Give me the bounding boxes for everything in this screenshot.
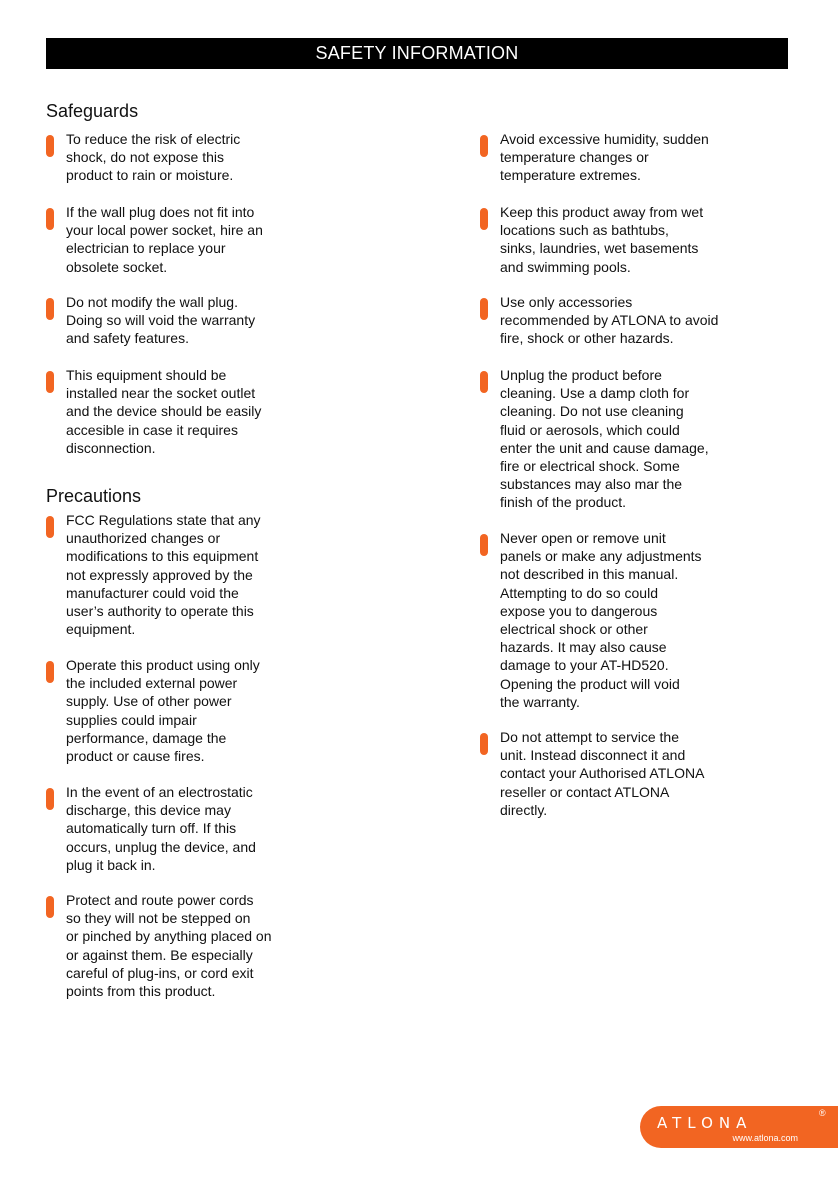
bullet-icon bbox=[46, 135, 54, 157]
safeguard-text: Do not modify the wall plug. Doing so will void the warranty and safety features. bbox=[66, 294, 256, 347]
safeguard-text: This equipment should be installed near the socket outlet and the device should be easily accesible in case it requires disconnection. bbox=[66, 367, 262, 456]
precaution-item bbox=[46, 511, 316, 638]
safety-item bbox=[480, 293, 750, 348]
safety-text: Use only accessories recommended by ATLONA to avoid fire, shock or other hazards. bbox=[500, 294, 719, 347]
precaution-text: FCC Regulations state that any unauthorized changes or modifications to this equipment not expressly approved by the manufacturer could void the user’s authority to operate this equipment. bbox=[66, 512, 261, 638]
precaution-text: In the event of an electrostatic discharge, this device may automatically turn off. If this occurs, unplug the device, and plug it back in. bbox=[66, 784, 256, 873]
precautions-heading: Precautions bbox=[46, 486, 142, 506]
logo-wordmark: ATLONA bbox=[657, 1114, 753, 1132]
safety-item bbox=[480, 366, 750, 512]
safety-text: Keep this product away from wet locations such as bathtubs, sinks, laundries, wet basements and swimming pools. bbox=[500, 204, 704, 275]
bullet-icon bbox=[46, 896, 54, 918]
page-title-bar bbox=[46, 38, 788, 69]
safeguard-item bbox=[46, 203, 316, 276]
bullet-icon bbox=[480, 208, 488, 230]
safety-item bbox=[480, 529, 750, 711]
safety-item bbox=[480, 203, 750, 276]
page-title: SAFETY INFORMATION bbox=[315, 43, 519, 63]
safety-item bbox=[480, 130, 750, 185]
registered-mark: ® bbox=[819, 1108, 826, 1118]
logo-url: www.atlona.com bbox=[732, 1133, 798, 1143]
bullet-icon bbox=[480, 733, 488, 755]
bullet-icon bbox=[46, 661, 54, 683]
safeguard-text: If the wall plug does not fit into your local power socket, hire an electrician to replace your obsolete socket. bbox=[66, 204, 263, 275]
safety-text: Avoid excessive humidity, sudden temperature changes or temperature extremes. bbox=[500, 131, 709, 184]
safeguards-heading: Safeguards bbox=[46, 101, 139, 121]
safeguard-item bbox=[46, 293, 316, 348]
precaution-item bbox=[46, 656, 316, 765]
safety-text: Unplug the product before cleaning. Use a damp cloth for cleaning. Do not use cleaning fluid or aerosols, which could enter the unit and cause damage, fire or electrical shock. Some substances may also mar the finish of the product. bbox=[500, 367, 709, 511]
bullet-icon bbox=[480, 298, 488, 320]
atlona-logo bbox=[640, 1106, 838, 1148]
bullet-icon bbox=[46, 516, 54, 538]
safety-text: Never open or remove unit panels or make any adjustments not described in this manual. Attempting to do so could expose you to dangerous electrical shock or other hazards. It may also cause damage to your AT-HD520. Opening the product will void the warranty. bbox=[500, 530, 702, 710]
safeguard-item bbox=[46, 366, 316, 457]
bullet-icon bbox=[46, 298, 54, 320]
precaution-text: Protect and route power cords so they will not be stepped on or pinched by anything placed on or against them. Be especially careful of plug-ins, or cord exit points from this product. bbox=[66, 892, 272, 1000]
safety-item bbox=[480, 728, 750, 819]
safety-text: Do not attempt to service the unit. Instead disconnect it and contact your Authorised ATLONA reseller or contact ATLONA directly. bbox=[500, 729, 705, 818]
bullet-icon bbox=[480, 371, 488, 393]
precaution-item bbox=[46, 891, 316, 1000]
bullet-icon bbox=[46, 371, 54, 393]
precaution-item bbox=[46, 783, 316, 874]
bullet-icon bbox=[46, 208, 54, 230]
safeguard-text: To reduce the risk of electric shock, do not expose this product to rain or moisture. bbox=[66, 131, 241, 184]
precaution-text: Operate this product using only the included external power supply. Use of other power supplies could impair performance, damage the product or cause fires. bbox=[66, 657, 260, 765]
bullet-icon bbox=[46, 788, 54, 810]
safeguard-item bbox=[46, 130, 316, 185]
bullet-icon bbox=[480, 534, 488, 556]
bullet-icon bbox=[480, 135, 488, 157]
